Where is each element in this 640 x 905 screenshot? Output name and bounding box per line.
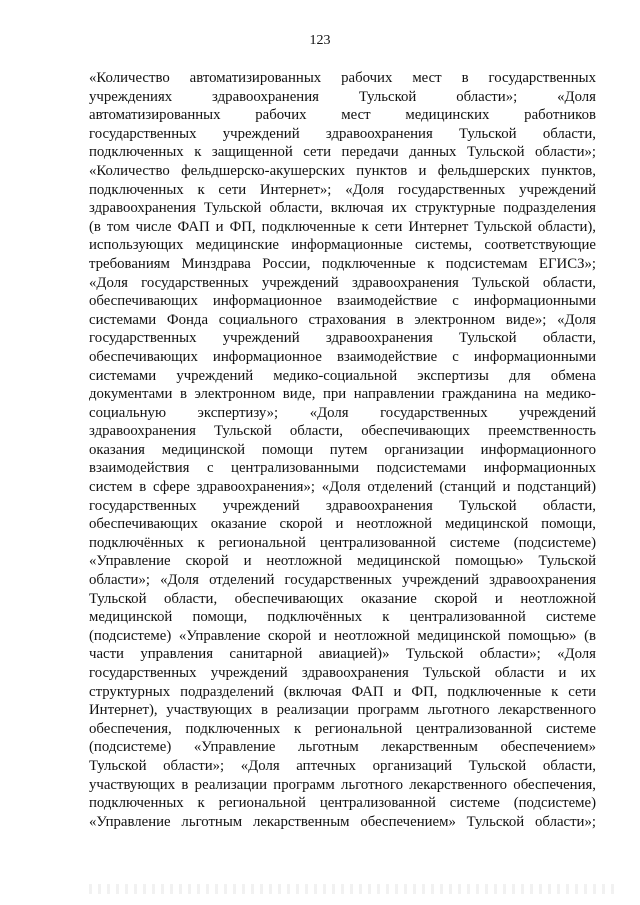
page-number: 123 bbox=[309, 33, 331, 48]
text-line: (подсистеме) «Управление скорой и неотложной медицинской помощью» (в bbox=[89, 627, 596, 644]
text-line: медицинской помощи, подключённых к централизованной системе bbox=[89, 609, 596, 626]
text-line: взаимодействия с централизованными подсистемами информационных bbox=[89, 460, 596, 477]
text-line: государственных учреждений здравоохранения Тульской области и их bbox=[89, 665, 596, 681]
text-line: обеспечивающих оказание скорой и неотложной медицинской помощи, bbox=[89, 516, 596, 533]
text-line: Тульской области, обеспечивающих оказание скорой и неотложной bbox=[89, 590, 596, 607]
text-line: учреждениях здравоохранения Тульской области»; «Доля bbox=[89, 88, 596, 105]
text-line: государственных учреждений здравоохранения Тульской области, bbox=[89, 125, 596, 142]
text-line: документами в электронном виде, при направлении гражданина на медико- bbox=[89, 386, 596, 403]
text-line: подключенных к региональной централизованной системе (подсистеме) bbox=[89, 795, 596, 812]
text-line: «Количество фельдшерско-акушерских пунктов и фельдшерских пунктов, bbox=[89, 162, 596, 179]
text-line: государственных учреждений здравоохранения Тульской области, bbox=[89, 497, 596, 514]
text-line: систем в сфере здравоохранения»; «Доля отделений (станций и подстанций) bbox=[89, 479, 596, 496]
text-line: (подсистеме) «Управление льготным лекарственным обеспечением» bbox=[89, 739, 596, 756]
text-line: автоматизированных рабочих мест медицинских работников bbox=[89, 107, 596, 124]
text-line: Тульской области»; «Доля аптечных организаций Тульской области, bbox=[89, 757, 596, 774]
text-line: обеспечения, подключенных к региональной централизованной системе bbox=[89, 720, 596, 737]
text-line: государственных учреждений здравоохранения Тульской области, bbox=[89, 330, 596, 347]
text-line: системами учреждений медико-социальной экспертизы для обмена bbox=[89, 367, 596, 384]
text-line: подключенных к защищенной сети передачи данных Тульской области»; bbox=[89, 144, 596, 161]
text-line: использующих медицинские информационные системы, соответствующие bbox=[89, 237, 596, 254]
text-line: здравоохранения Тульской области, включая их структурные подразделения bbox=[89, 200, 596, 217]
text-line: требованиям Минздрава России, подключенные к подсистемам ЕГИСЗ»; bbox=[89, 255, 596, 272]
text-line: подключённых к региональной централизованной системе (подсистеме) bbox=[89, 534, 596, 551]
text-line: «Доля государственных учреждений здравоохранения Тульской области, bbox=[89, 274, 596, 291]
text-line: обеспечивающих информационное взаимодействие с информационными bbox=[89, 293, 596, 310]
text-line: здравоохранения Тульской области, обеспечивающих преемственность bbox=[89, 423, 596, 440]
text-line: (в том числе ФАП и ФП, подключенные к сети Интернет Тульской области), bbox=[89, 218, 596, 235]
text-line: части управления санитарной авиацией)» Тульской области»; «Доля bbox=[89, 646, 596, 663]
text-line: участвующих в реализации программ льготного лекарственного обеспечения, bbox=[89, 776, 596, 793]
text-line: системами Фонда социального страхования в электронном виде»; «Доля bbox=[89, 311, 596, 328]
text-line: «Управление льготным лекарственным обеспечением» Тульской области»; bbox=[89, 813, 596, 830]
text-line: подключенных к сети Интернет»; «Доля государственных учреждений bbox=[89, 181, 596, 198]
text-line: социальную экспертизу»; «Доля государственных учреждений bbox=[89, 404, 596, 421]
text-line: «Количество автоматизированных рабочих мест в государственных bbox=[89, 70, 596, 86]
text-line: структурных подразделений (включая ФАП и ФП, подключенные к сети bbox=[89, 683, 596, 700]
text-line: «Управление скорой и неотложной медицинской помощью» Тульской bbox=[89, 553, 596, 570]
body-paragraph bbox=[89, 69, 596, 831]
scan-artifact-line bbox=[89, 884, 619, 894]
text-line: области»; «Доля отделений государственных учреждений здравоохранения bbox=[89, 572, 596, 589]
text-line: Интернет), участвующих в реализации программ льготного лекарственного bbox=[89, 702, 596, 719]
text-line: обеспечивающих информационное взаимодействие с информационными bbox=[89, 348, 596, 365]
text-line: оказания медицинской помощи путем организации информационного bbox=[89, 441, 596, 458]
